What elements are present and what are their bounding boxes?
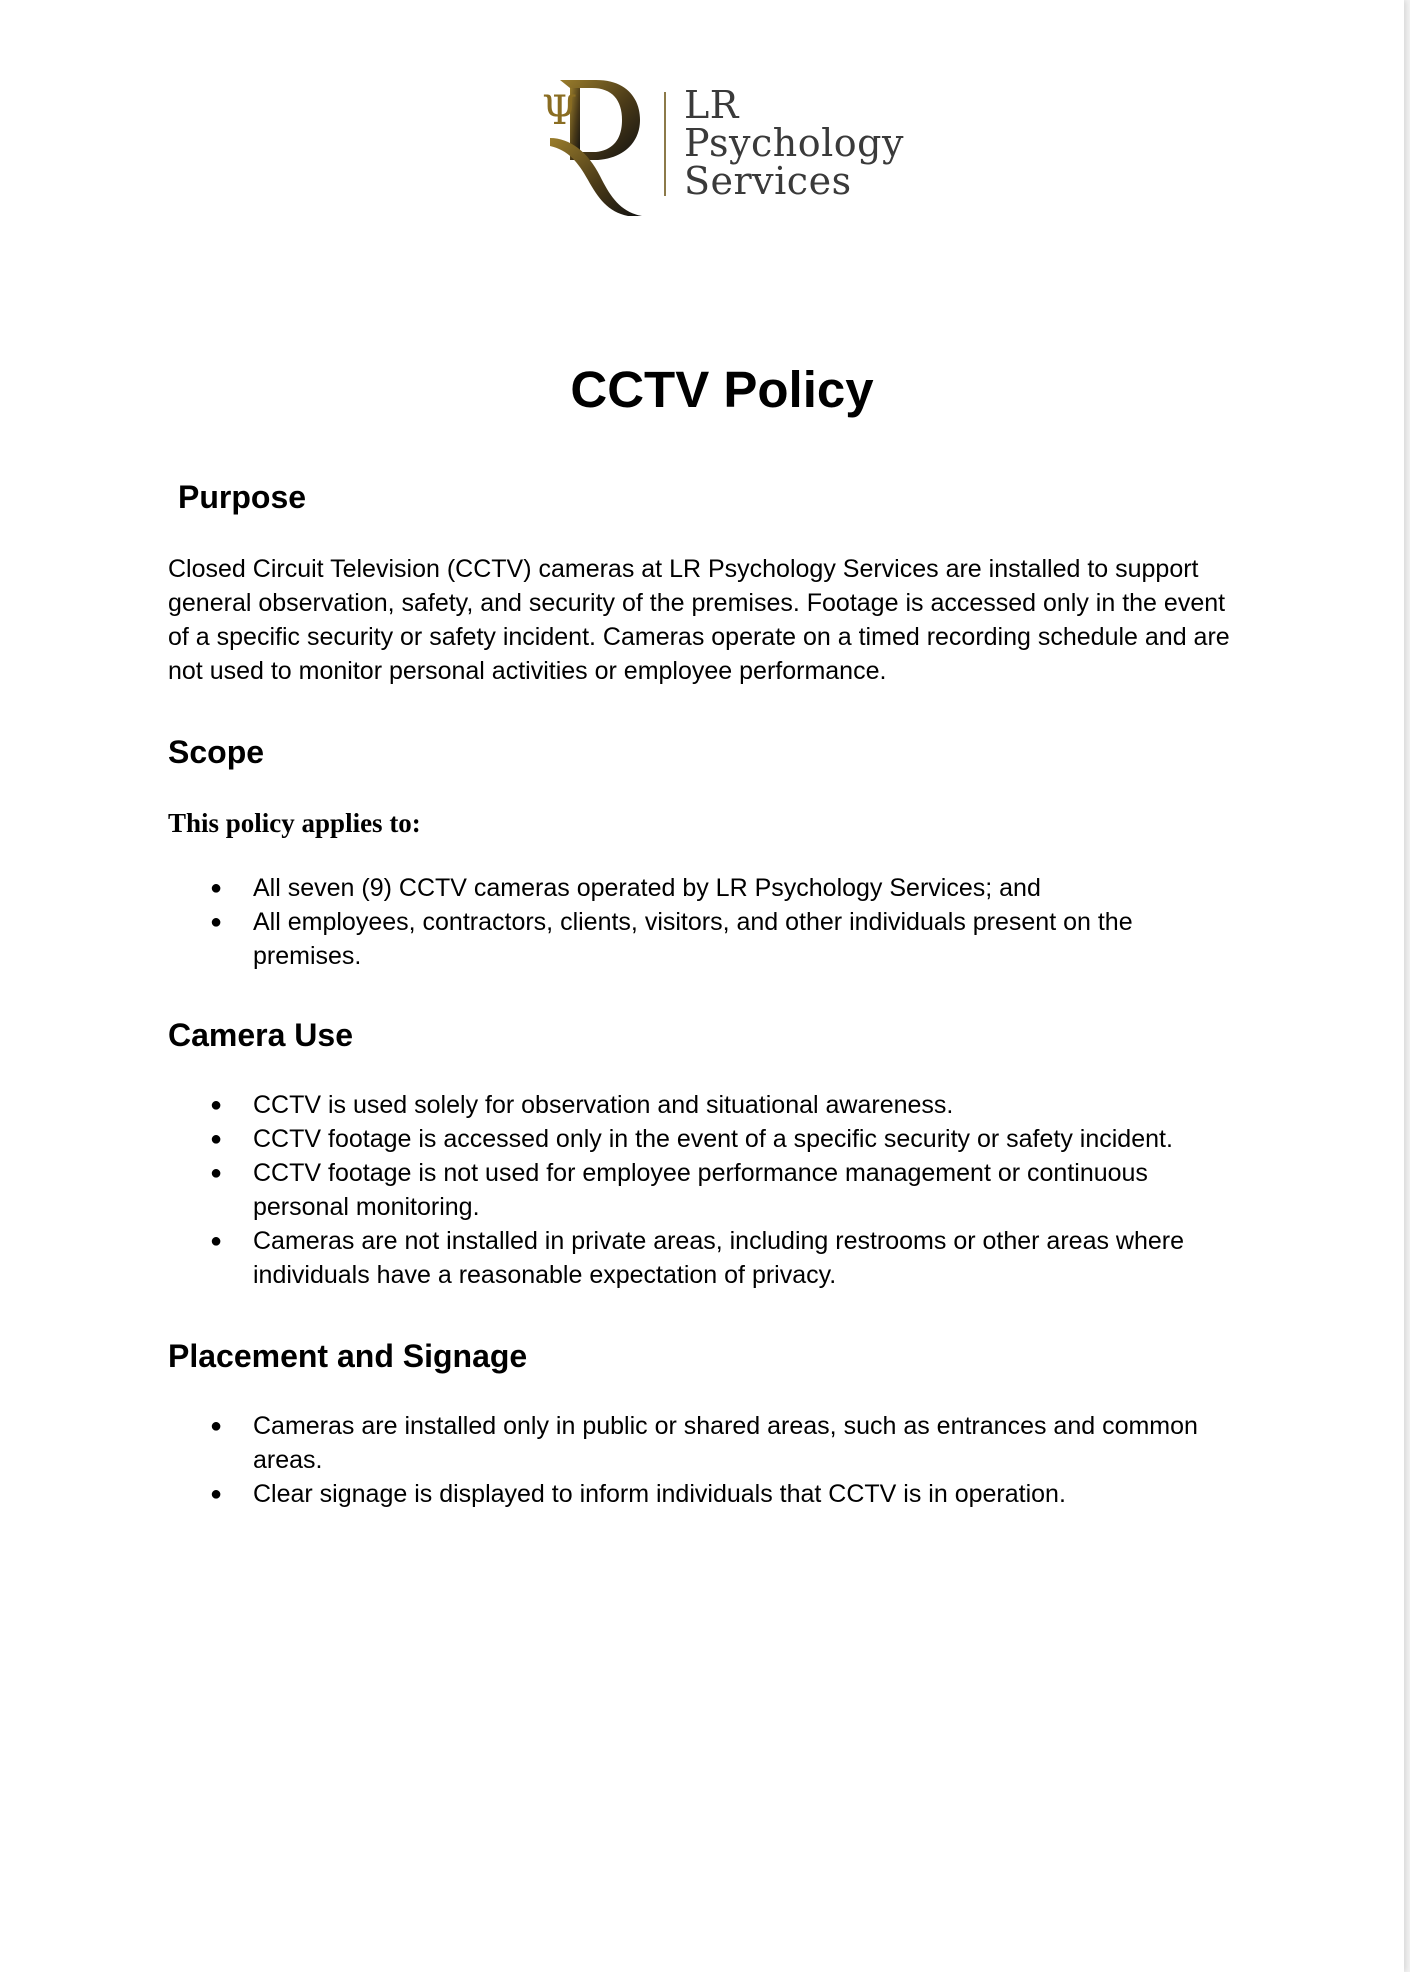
list-item: ● CCTV footage is accessed only in the event of a specific security or safety incident.: [168, 1122, 1218, 1156]
list-item: ● Clear signage is displayed to inform individuals that CCTV is in operation.: [168, 1477, 1218, 1511]
section-heading-placement: Placement and Signage: [168, 1338, 528, 1374]
logo-line-services: Services: [684, 159, 852, 203]
list-item: ● Cameras are not installed in private areas, including restrooms or other areas where individuals have a reasonable expectation of privacy.: [168, 1224, 1218, 1292]
section-heading-scope: Scope: [168, 734, 265, 770]
page-title: CCTV Policy: [570, 361, 874, 418]
list-item: ● CCTV is used solely for observation and situational awareness.: [168, 1088, 1218, 1122]
company-logo: [540, 72, 904, 222]
section-heading-purpose: Purpose: [178, 479, 307, 515]
scope-lead: This policy applies to:: [168, 808, 421, 838]
svg-text:Ψ: Ψ: [542, 88, 578, 134]
section-heading-camera-use: Camera Use: [168, 1017, 353, 1053]
scope-list: [168, 871, 1218, 973]
logo-r-mark-icon: [540, 72, 650, 222]
list-item: ● All seven (9) CCTV cameras operated by LR Psychology Services; and: [168, 871, 1218, 905]
logo-line-psychology: Psychology: [684, 121, 904, 165]
list-item: ● Cameras are installed only in public or shared areas, such as entrances and common areas.: [168, 1409, 1218, 1477]
logo-wordmark: [684, 83, 904, 203]
logo-line-lr: LR: [684, 83, 739, 127]
logo-divider: [664, 92, 666, 196]
placement-list: [168, 1409, 1218, 1511]
purpose-paragraph: Closed Circuit Television (CCTV) cameras at LR Psychology Services are installed to support general observation, safety, and security of the premises. Footage is accessed only in the event of a specific security or safety incident. Cameras operate on a timed recording schedule and are not used to monitor personal activities or employee performance.: [168, 555, 1230, 685]
camera-use-list: [168, 1088, 1218, 1292]
list-item: ● All employees, contractors, clients, visitors, and other individuals present on the premises.: [168, 905, 1218, 973]
list-item: ● CCTV footage is not used for employee performance management or continuous personal monitoring.: [168, 1156, 1218, 1224]
